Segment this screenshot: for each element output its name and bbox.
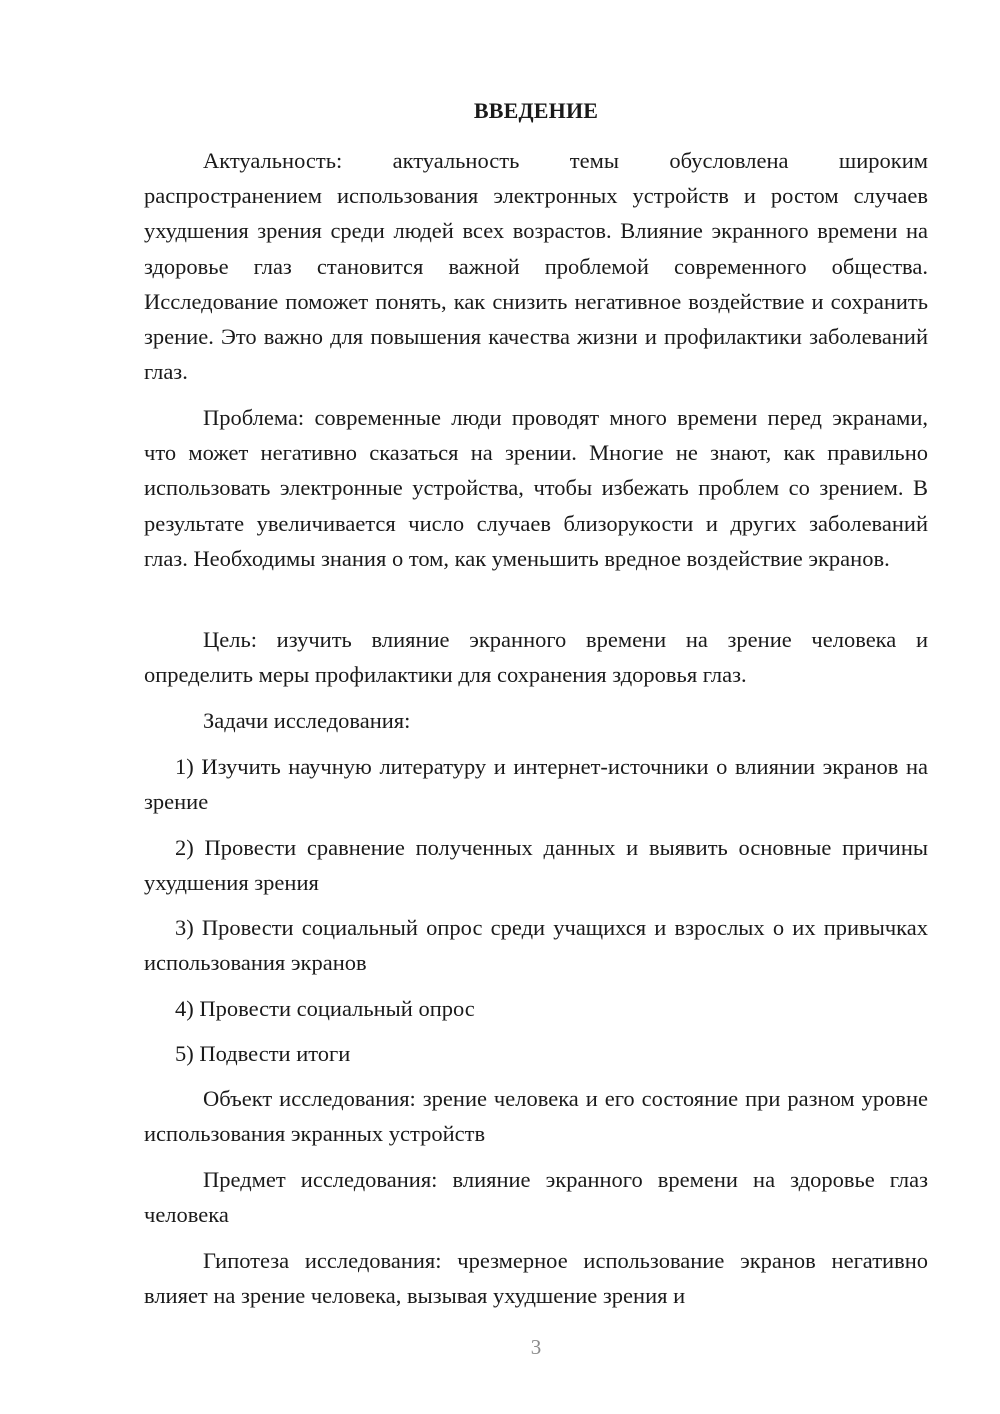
paragraph-object: Объект исследования: зрение человека и его состояние при разном уровне использования экранных устройств (144, 1086, 928, 1147)
task-item-4: 4) Провести социальный опрос (175, 996, 475, 1021)
task-item-1: 1) Изучить научную литературу и интернет-источники о влиянии экранов на зрение (144, 754, 928, 815)
paragraph-subject: Предмет исследования: влияние экранного времени на здоровье глаз человека (144, 1167, 928, 1228)
paragraph-relevance: Актуальность: актуальность темы обусловлена широким распространением использования электронных устройств и ростом случаев ухудшения зрения среди людей всех возрастов. Влияние экранного времени на здоровье глаз становится важной проблемой современного общества. Исследование поможет понять, как снизить негативное воздействие и сохранить зрение. Это важно для повышения качества жизни и профилактики заболеваний глаз. (144, 148, 928, 385)
page-title: ВВЕДЕНИЕ (473, 98, 599, 123)
paragraph-goal: Цель: изучить влияние экранного времени на зрение человека и определить меры профилактики для сохранения здоровья глаз. (144, 627, 928, 688)
task-item-3: 3) Провести социальный опрос среди учащихся и взрослых о их привычках использования экранов (144, 915, 928, 976)
task-item-5: 5) Подвести итоги (175, 1041, 351, 1066)
page-number: 3 (530, 1335, 542, 1359)
paragraph-problem: Проблема: современные люди проводят много времени перед экранами, что может негативно сказаться на зрении. Многие не знают, как правильно использовать электронные устройства, чтобы избежать проблем со зрением. В результате увеличивается число случаев близорукости и других заболеваний глаз. Необходимы знания о том, как уменьшить вредное воздействие экранов. (144, 405, 928, 571)
tasks-heading: Задачи исследования: (203, 708, 411, 733)
task-item-2: 2) Провести сравнение полученных данных и выявить основные причины ухудшения зрения (144, 835, 928, 896)
paragraph-hypothesis: Гипотеза исследования: чрезмерное использование экранов негативно влияет на зрение человека, вызывая ухудшение зрения и (144, 1248, 928, 1309)
